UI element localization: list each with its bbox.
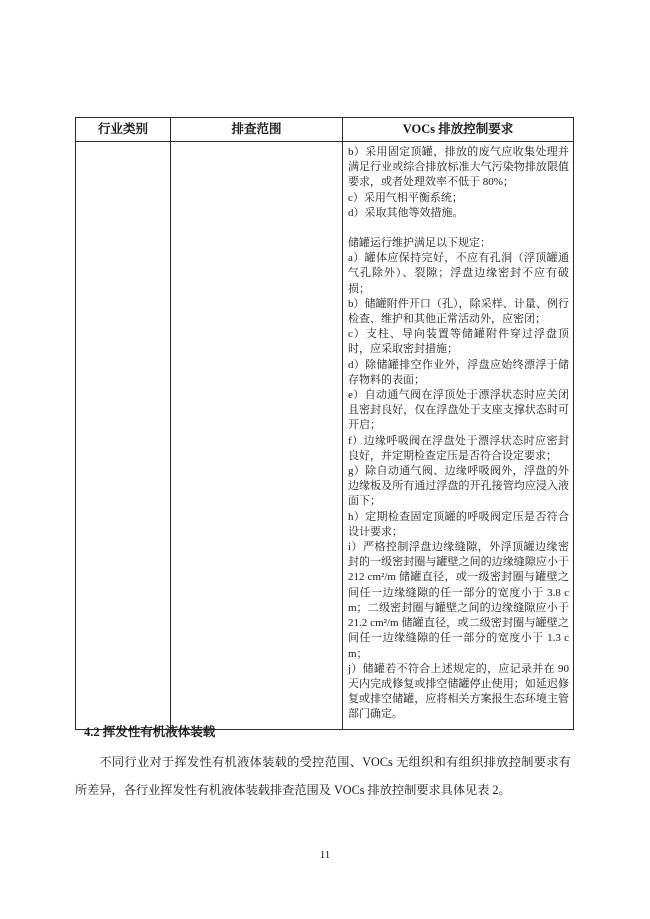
page-number: 11 xyxy=(319,849,331,861)
requirements-table xyxy=(75,117,574,730)
table-row xyxy=(76,142,574,730)
requirement-paragraph: d）采取其他等效措施。 xyxy=(348,206,464,219)
requirement-paragraph: 储罐运行维护满足以下规定： xyxy=(348,237,491,250)
requirement-paragraph: b）采用固定顶罐，排放的废气应收集处理并满足行业或综合排放标准大气污染物排放限值要求，或者处理效率不低于 80%； xyxy=(348,146,569,189)
header-inspection-scope: 排查范围 xyxy=(171,118,343,142)
body-paragraph: 不同行业对于挥发性有机液体装载的受控范围、VOCs 无组织和有组织排放控制要求有所差异，各行业挥发性有机液体装载排查范围及 VOCs 排放控制要求具体见表 2。 xyxy=(75,755,571,797)
cell-industry-category xyxy=(76,142,171,730)
requirement-paragraph: e）自动通气阀在浮顶处于漂浮状态时应关闭且密封良好，仅在浮盘处于支座支撑状态时可开启； xyxy=(348,389,569,432)
requirement-paragraph: c）采用气相平衡系统； xyxy=(348,191,463,204)
cell-requirements xyxy=(343,142,574,730)
requirement-paragraph: f）边缘呼吸阀在浮盘处于漂浮状态时应密封良好，并定期检查定压是否符合设定要求； xyxy=(348,434,569,462)
requirement-paragraph: j）储罐若不符合上述规定的，应记录并在 90 天内完成修复或排空储罐停止使用；如延迟修复或排空储罐，应将相关方案报生态环境主管部门确定。 xyxy=(348,662,569,721)
requirement-paragraph: b）储罐附件开口（孔），除采样、计量、例行检查、维护和其他正常活动外，应密闭； xyxy=(348,297,569,326)
requirement-paragraph: i）严格控制浮盘边缘缝隙，外浮顶罐边缘密封的一级密封圈与罐壁之间的边缘缝隙应小于 212 cm²/m 储罐直径，或一级密封圈与罐壁之间任一边缘缝隙的任一部分的宽度小于 3.8 cm；二级密封圈与罐壁之间的边缘缝隙应小于 21.2 cm²/m 储罐直径，或二级密封圈与罐壁之间任一边缘缝隙的任一部分的宽度小于 1.3 cm； xyxy=(348,541,569,660)
requirement-paragraph: h）定期检查固定顶罐的呼吸阀定压是否符合设计要求； xyxy=(348,510,569,538)
section-heading: 4.2 挥发性有机液体装载 xyxy=(84,725,216,739)
requirement-paragraph: g）除自动通气阀、边缘呼吸阀外，浮盘的外边缘板及所有通过浮盘的开孔接管均应浸入液面下； xyxy=(348,465,569,508)
cell-inspection-scope xyxy=(171,142,343,730)
table-header-row xyxy=(76,118,574,142)
requirement-paragraph: a）罐体应保持完好，不应有孔洞（浮顶罐通气孔除外）、裂隙；浮盘边缘密封不应有破损； xyxy=(348,252,569,295)
header-vocs-control-requirements: VOCs 排放控制要求 xyxy=(343,118,574,142)
header-industry-category: 行业类别 xyxy=(76,118,171,142)
requirement-paragraph: c）支柱、导向装置等储罐附件穿过浮盘顶时，应采取密封措施； xyxy=(348,328,569,356)
requirement-paragraph: d）除储罐排空作业外，浮盘应始终漂浮于储存物料的表面； xyxy=(348,358,569,386)
